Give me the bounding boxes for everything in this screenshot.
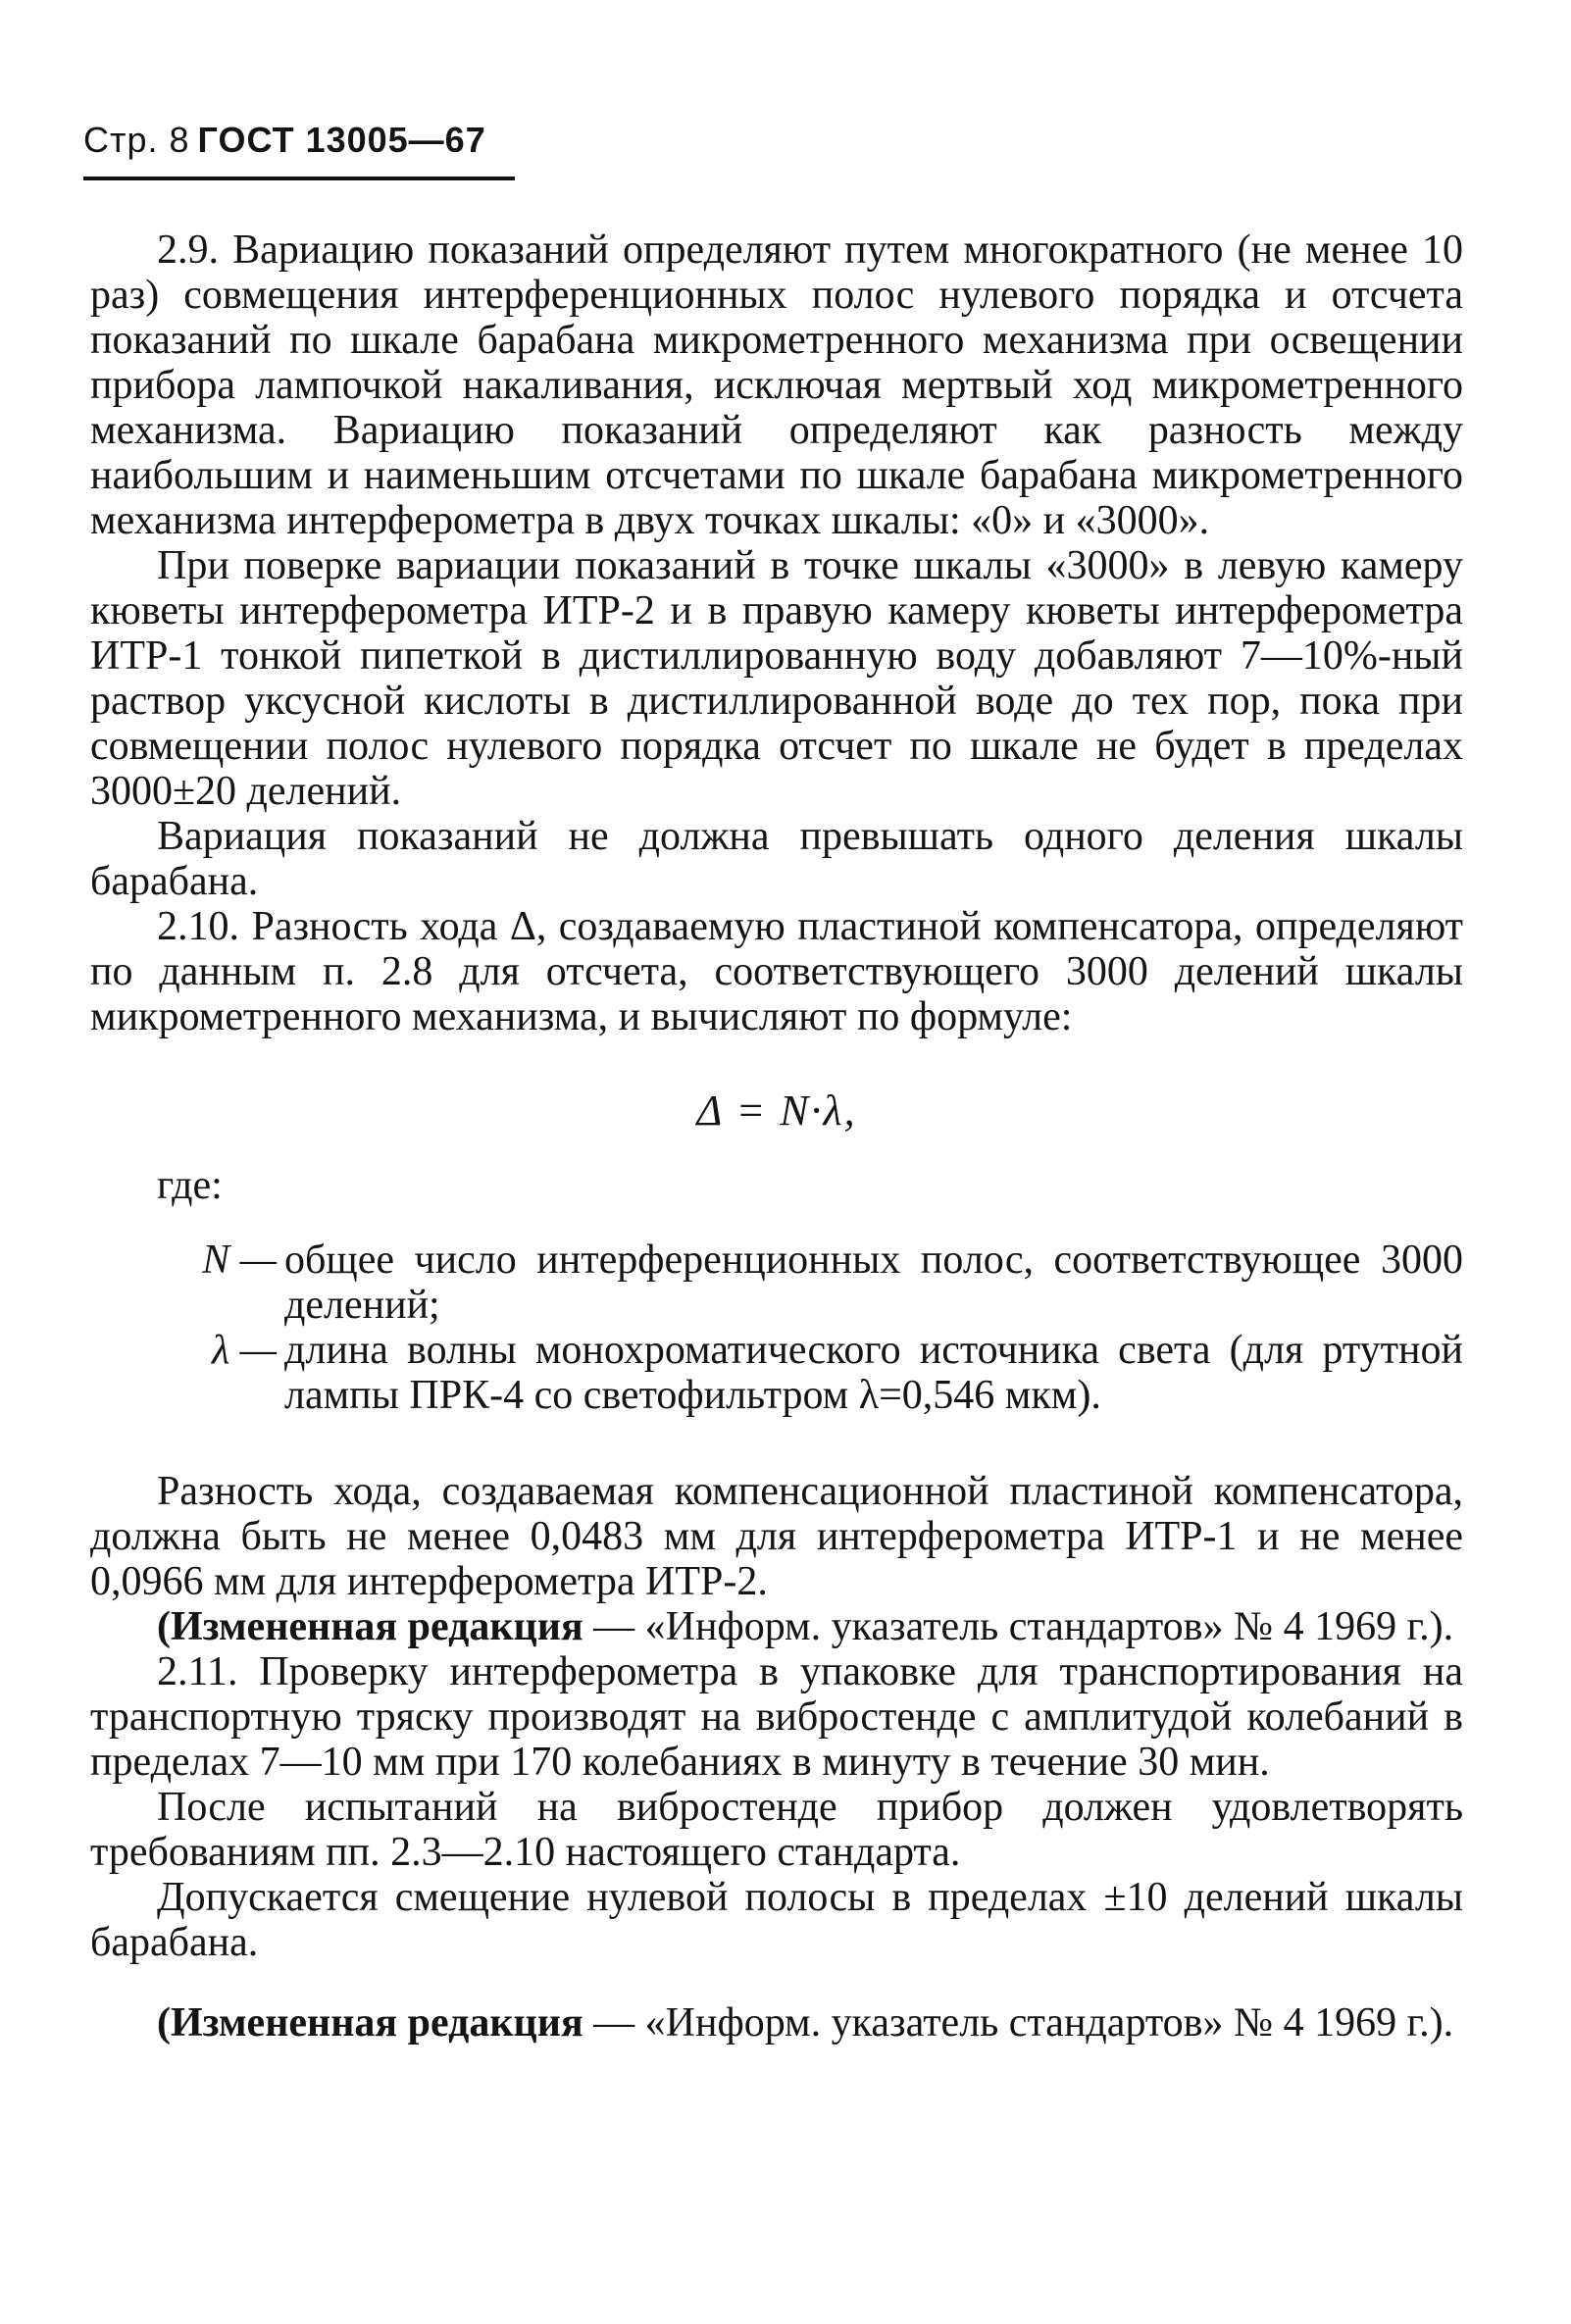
page-header bbox=[83, 120, 486, 161]
paragraph-2-9: 2.9. Вариацию показаний определяют путем многократного (не менее 10 раз) совмещения интерференционных полос нулевого порядка и отсчета показаний по шкале барабана микрометренного механизма при освещении прибора лампочкой накаливания, исключая мертвый ход микрометренного механизма. Вариацию показаний определяют как разность между наибольшим и наименьшим отсчетами по шкале барабана микрометренного механизма интерферометра в двух точках шкалы: «0» и «3000». bbox=[90, 227, 1463, 543]
header-rule bbox=[83, 177, 515, 180]
paragraph-2-10: 2.10. Разность хода Δ, создаваемую пластиной компенсатора, определяют по данным п. 2.8 для отсчета, соответствующего 3000 делений шкалы микрометренного механизма, и вычисляют по формуле: bbox=[90, 904, 1463, 1039]
paragraph-2-11-tolerance: Допускается смещение нулевой полосы в пределах ±10 делений шкалы барабана. bbox=[90, 1875, 1463, 1965]
definition-lambda bbox=[90, 1328, 1463, 1418]
paragraph-2-10-requirement: Разность хода, создаваемая компенсационной пластиной компенсатора, должна быть не менее 0,0483 мм для интерферометра ИТР-1 и не менее 0,0966 мм для интерферометра ИТР-2. bbox=[90, 1469, 1463, 1604]
definition-n bbox=[90, 1238, 1463, 1328]
amendment-source: — «Информ. указатель стандартов» № 4 1969 г.). bbox=[583, 1604, 1454, 1649]
where-label: где: bbox=[157, 1163, 223, 1208]
amendment-note bbox=[90, 1604, 1463, 1649]
definition-text: общее число интерференционных полос, соответствующее 3000 делений; bbox=[284, 1238, 1463, 1328]
formula: Δ = N·λ, bbox=[696, 1086, 857, 1135]
document-body bbox=[90, 227, 1463, 2046]
definition-symbol: N — bbox=[202, 1238, 277, 1283]
amendment-note bbox=[90, 2000, 1463, 2046]
definition-symbol: λ — bbox=[211, 1328, 277, 1373]
standard-number: ГОСТ 13005—67 bbox=[197, 120, 486, 160]
amendment-source: — «Информ. указатель стандартов» № 4 1969 г.). bbox=[583, 2000, 1454, 2046]
paragraph-2-11: 2.11. Проверку интерферометра в упаковке для транспортирования на транспортную тряску производят на вибростенде с амплитудой колебаний в пределах 7—10 мм при 170 колебаниях в минуту в течение 30 мин. bbox=[90, 1649, 1463, 1785]
paragraph-2-9-verification: При поверке вариации показаний в точке шкалы «3000» в левую камеру кюветы интерферометра ИТР-2 и в правую камеру кюветы интерферометра ИТР-1 тонкой пипеткой в дистиллированную воду добавляют 7—10%-ный раствор уксусной кислоты в дистиллированной воде до тех пор, пока при совмещении полос нулевого порядка отсчет по шкале не будет в пределах 3000±20 делений. bbox=[90, 543, 1463, 814]
amendment-label: (Измененная редакция bbox=[157, 2000, 583, 2046]
page-number-label: Стр. 8 bbox=[83, 120, 190, 160]
amendment-label: (Измененная редакция bbox=[157, 1604, 583, 1649]
paragraph-2-9-limit: Вариация показаний не должна превышать одного деления шкалы барабана. bbox=[90, 814, 1463, 904]
paragraph-2-11-after-test: После испытаний на вибростенде прибор должен удовлетворять требованиям пп. 2.3—2.10 настоящего стандарта. bbox=[90, 1785, 1463, 1875]
definition-text: длина волны монохроматического источника света (для ртутной лампы ПРК-4 со светофильтром λ=0,546 мкм). bbox=[284, 1328, 1463, 1418]
